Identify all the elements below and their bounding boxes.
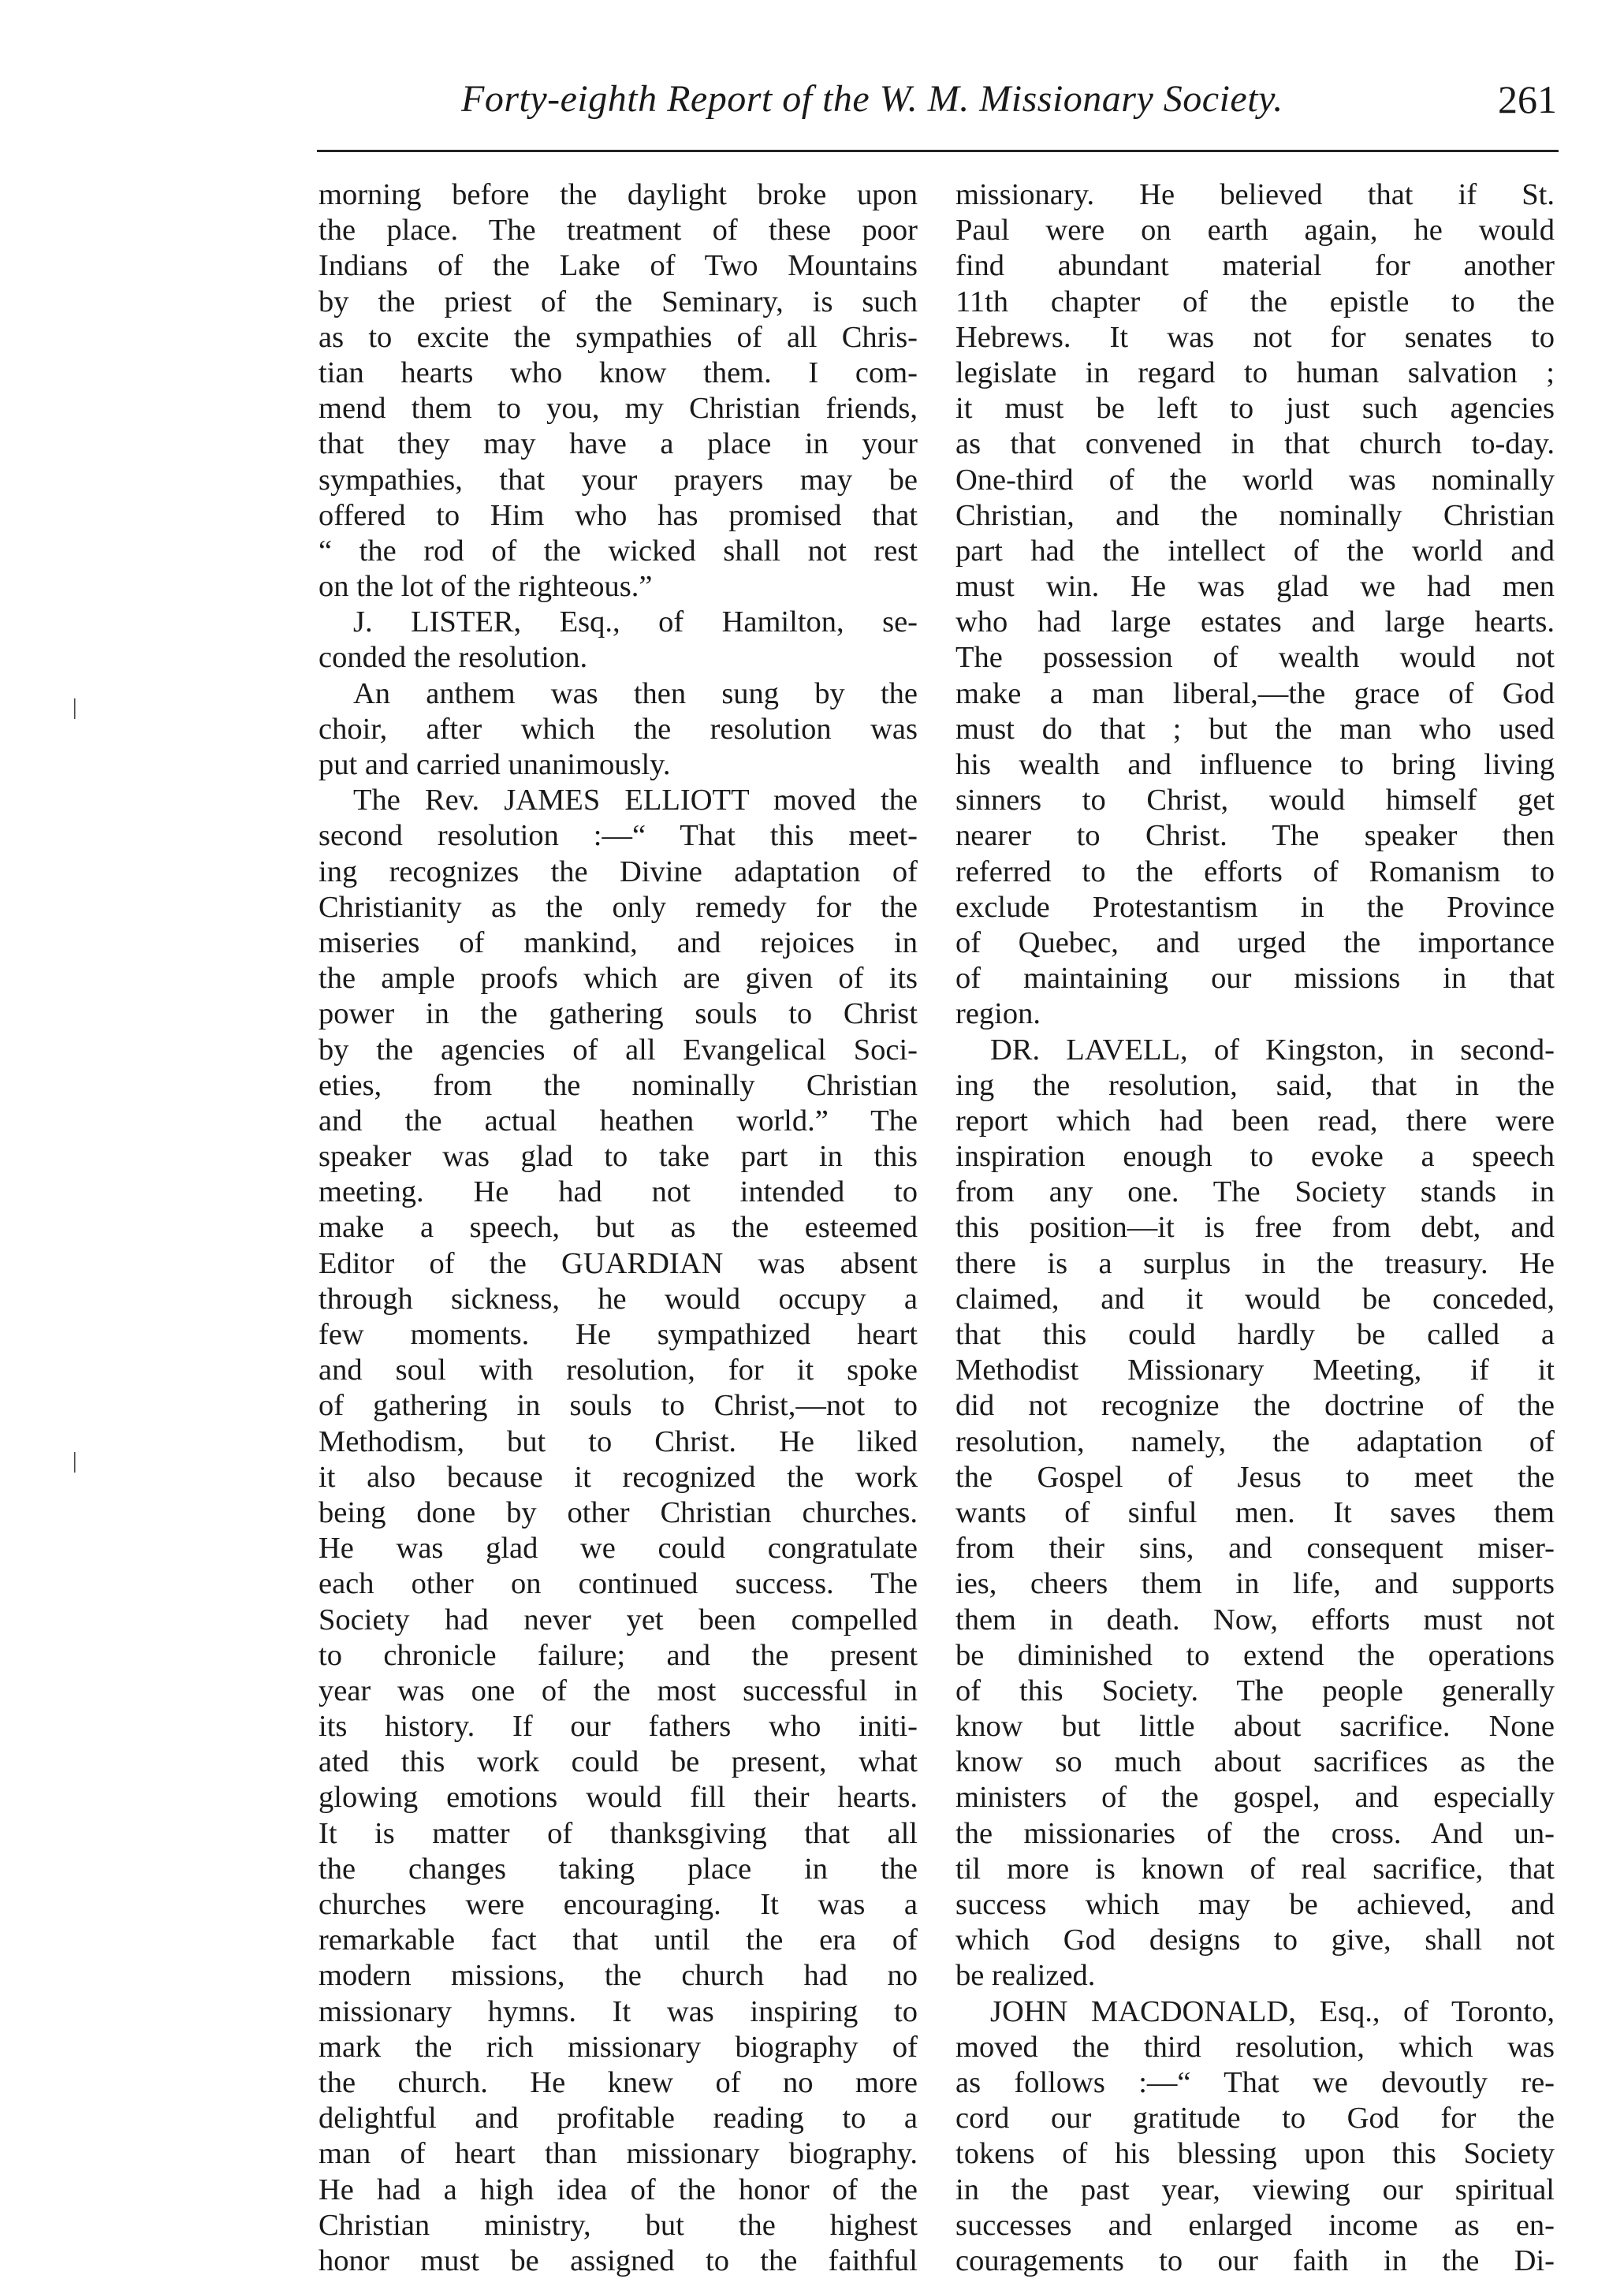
text-line: He was glad we could congratulate — [318, 1532, 918, 1566]
text-line: “ the rod of the wicked shall not rest — [318, 534, 918, 568]
right-text-column — [955, 177, 1555, 2277]
text-line: make a speech, but as the esteemed — [318, 1211, 918, 1245]
page-header — [461, 76, 1557, 131]
text-line: each other on continued success. The — [318, 1567, 918, 1601]
text-line: the ample proofs which are given of its — [318, 962, 918, 996]
text-line: Paul were on earth again, he would — [955, 214, 1555, 248]
text-line: that this could hardly be called a — [955, 1318, 1555, 1351]
text-line: who had large estates and large hearts. — [955, 605, 1555, 639]
text-line: An anthem was then sung by the — [353, 676, 918, 710]
text-line: tokens of his blessing upon this Society — [955, 2137, 1555, 2171]
text-line: the church. He knew of no more — [318, 2065, 918, 2099]
text-line: resolution, namely, the adaptation of — [955, 1424, 1555, 1458]
text-line: must do that ; but the man who used — [955, 712, 1555, 746]
text-line: choir, after which the resolution was — [318, 712, 918, 746]
running-title: Forty-eighth Report of the W. M. Missionary Society. — [461, 78, 1283, 120]
text-line: make a man liberal,—the grace of God — [955, 676, 1555, 710]
text-line: claimed, and it would be conceded, — [955, 1282, 1555, 1316]
text-line: Christian ministry, but the highest — [318, 2208, 918, 2242]
text-line: honor must be assigned to the faithful — [318, 2243, 918, 2277]
text-line: man of heart than missionary biography. — [318, 2137, 918, 2171]
text-line: its history. If our fathers who initi- — [318, 1710, 918, 1744]
scan-mark: | — [73, 695, 77, 720]
text-line: sympathies, that your prayers may be — [318, 463, 918, 497]
text-line: It is matter of thanksgiving that all — [318, 1816, 918, 1850]
text-line: missionary. He believed that if St. — [955, 178, 1555, 211]
text-line: couragements to our faith in the Di- — [955, 2243, 1555, 2277]
text-line: know so much about sacrifices as the — [955, 1745, 1555, 1779]
text-line: of Quebec, and urged the importance — [955, 925, 1555, 959]
text-line: morning before the daylight broke upon — [318, 178, 918, 211]
text-line: J. LISTER, Esq., of Hamilton, se- — [353, 605, 918, 639]
text-line: his wealth and influence to bring living — [955, 748, 1555, 781]
text-line: JOHN MACDONALD, Esq., of Toronto, — [990, 1994, 1555, 2028]
text-line: and soul with resolution, for it spoke — [318, 1354, 918, 1387]
text-line: power in the gathering souls to Christ — [318, 997, 918, 1031]
text-line: glowing emotions would fill their hearts. — [318, 1781, 918, 1815]
text-line: inspiration enough to evoke a speech — [955, 1140, 1555, 1174]
text-line: tian hearts who know them. I com- — [318, 356, 918, 389]
text-line: ing the resolution, said, that in the — [955, 1068, 1555, 1102]
text-line: being done by other Christian churches. — [318, 1495, 918, 1529]
text-line: as to excite the sympathies of all Chris- — [318, 320, 918, 354]
text-line: as that convened in that church to-day. — [955, 427, 1555, 461]
text-line: successes and enlarged income as en- — [955, 2208, 1555, 2242]
scan-mark: | — [73, 1449, 77, 1473]
text-line: know but little about sacrifice. None — [955, 1710, 1555, 1744]
text-line: One-third of the world was nominally — [955, 463, 1555, 497]
text-line: Indians of the Lake of Two Mountains — [318, 249, 918, 283]
text-line: Editor of the GUARDIAN was absent — [318, 1246, 918, 1280]
text-line: wants of sinful men. It saves them — [955, 1495, 1555, 1529]
text-line: modern missions, the church had no — [318, 1959, 918, 1993]
text-line: second resolution :—“ That this meet- — [318, 819, 918, 853]
text-line: moved the third resolution, which was — [955, 2030, 1555, 2064]
text-line: til more is known of real sacrifice, that — [955, 1852, 1555, 1886]
text-line: The possession of wealth would not — [955, 641, 1555, 675]
text-line: success which may be achieved, and — [955, 1888, 1555, 1921]
text-line: He had a high idea of the honor of the — [318, 2173, 918, 2206]
text-line: on the lot of the righteous.” — [318, 570, 653, 604]
text-line: mark the rich missionary biography of — [318, 2030, 918, 2064]
text-line: few moments. He sympathized heart — [318, 1318, 918, 1351]
text-line: and the actual heathen world.” The — [318, 1104, 918, 1138]
text-line: them in death. Now, efforts must not — [955, 1603, 1555, 1637]
text-line: as follows :—“ That we devoutly re- — [955, 2065, 1555, 2099]
text-line: must win. He was glad we had men — [955, 570, 1555, 604]
text-line: by the priest of the Seminary, is such — [318, 285, 918, 318]
text-line: cord our gratitude to God for the — [955, 2102, 1555, 2135]
text-line: by the agencies of all Evangelical Soci- — [318, 1033, 918, 1067]
text-line: from their sins, and consequent miser- — [955, 1532, 1555, 1566]
text-line: region. — [955, 997, 1041, 1031]
text-line: through sickness, he would occupy a — [318, 1282, 918, 1316]
text-line: it also because it recognized the work — [318, 1460, 918, 1494]
text-line: miseries of mankind, and rejoices in — [318, 925, 918, 959]
left-text-column — [318, 177, 918, 2277]
text-line: referred to the efforts of Romanism to — [955, 855, 1555, 888]
text-line: sinners to Christ, would himself get — [955, 784, 1555, 817]
text-line: offered to Him who has promised that — [318, 498, 918, 532]
text-line: speaker was glad to take part in this — [318, 1140, 918, 1174]
text-line: Methodism, but to Christ. He liked — [318, 1424, 918, 1458]
text-line: DR. LAVELL, of Kingston, in second- — [990, 1033, 1555, 1067]
text-line: exclude Protestantism in the Province — [955, 890, 1555, 924]
text-line: eties, from the nominally Christian — [318, 1068, 918, 1102]
text-line: did not recognize the doctrine of the — [955, 1389, 1555, 1423]
text-line: find abundant material for another — [955, 249, 1555, 283]
text-line: the missionaries of the cross. And un- — [955, 1816, 1555, 1850]
text-line: Christianity as the only remedy for the — [318, 890, 918, 924]
text-line: mend them to you, my Christian friends, — [318, 392, 918, 426]
text-line: of gathering in souls to Christ,—not to — [318, 1389, 918, 1423]
text-line: Methodist Missionary Meeting, if it — [955, 1354, 1555, 1387]
text-line: from any one. The Society stands in — [955, 1175, 1555, 1209]
text-line: which God designs to give, shall not — [955, 1923, 1555, 1957]
header-rule — [317, 150, 1559, 152]
text-line: be realized. — [955, 1959, 1096, 1993]
text-line: ing recognizes the Divine adaptation of — [318, 855, 918, 888]
text-line: The Rev. JAMES ELLIOTT moved the — [353, 784, 918, 817]
text-line: this position—it is free from debt, and — [955, 1211, 1555, 1245]
text-line: year was one of the most successful in — [318, 1674, 918, 1707]
text-line: that they may have a place in your — [318, 427, 918, 461]
text-line: the changes taking place in the — [318, 1852, 918, 1886]
text-line: conded the resolution. — [318, 641, 588, 675]
text-line: be diminished to extend the operations — [955, 1638, 1555, 1672]
text-line: remarkable fact that until the era of — [318, 1923, 918, 1957]
text-line: missionary hymns. It was inspiring to — [318, 1994, 918, 2028]
text-line: of maintaining our missions in that — [955, 962, 1555, 996]
text-line: Society had never yet been compelled — [318, 1603, 918, 1637]
text-line: report which had been read, there were — [955, 1104, 1555, 1138]
text-line: ministers of the gospel, and especially — [955, 1781, 1555, 1815]
text-line: ies, cheers them in life, and supports — [955, 1567, 1555, 1601]
text-line: to chronicle failure; and the present — [318, 1638, 918, 1672]
page-number: 261 — [1498, 77, 1557, 121]
text-line: meeting. He had not intended to — [318, 1175, 918, 1209]
text-line: churches were encouraging. It was a — [318, 1888, 918, 1921]
text-line: delightful and profitable reading to a — [318, 2102, 918, 2135]
text-line: nearer to Christ. The speaker then — [955, 819, 1555, 853]
text-line: 11th chapter of the epistle to the — [955, 285, 1555, 318]
text-line: ated this work could be present, what — [318, 1745, 918, 1779]
text-line: it must be left to just such agencies — [955, 392, 1555, 426]
text-line: the place. The treatment of these poor — [318, 214, 918, 248]
text-line: there is a surplus in the treasury. He — [955, 1246, 1555, 1280]
text-line: Hebrews. It was not for senates to — [955, 320, 1555, 354]
text-line: part had the intellect of the world and — [955, 534, 1555, 568]
text-line: put and carried unanimously. — [318, 748, 671, 781]
text-line: the Gospel of Jesus to meet the — [955, 1460, 1555, 1494]
text-line: legislate in regard to human salvation ; — [955, 356, 1555, 389]
text-line: of this Society. The people generally — [955, 1674, 1555, 1707]
text-line: Christian, and the nominally Christian — [955, 498, 1555, 532]
text-line: in the past year, viewing our spiritual — [955, 2173, 1555, 2206]
